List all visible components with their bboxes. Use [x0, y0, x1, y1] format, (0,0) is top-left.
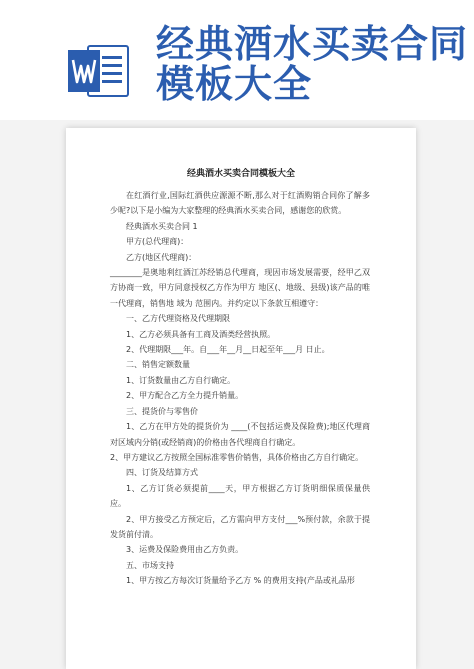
document-paragraph: 1、乙方订货必须提前____天，甲方根据乙方订货明细保质保量供应。 [110, 483, 370, 509]
document-paragraph: ________是奥地利红酒江苏经销总代理商，现因市场发展需要，经甲乙双方协商一致，甲方同意授权乙方作为甲方 地区(、地级、县级)该产品的唯一代理商，销售地 域为 范围内。并约定以下条款互相遵守： [110, 268, 370, 308]
document-paragraph: 2、代理期限___年。自___年__月__日起至年___月 日止。 [126, 345, 330, 355]
document-paragraph: 3、运费及保险费用由乙方负责。 [126, 545, 244, 555]
document-paragraph: 一、乙方代理资格及代理期限 [126, 314, 230, 324]
document-paragraph: 乙方(地区代理商)： [126, 252, 197, 262]
document-paragraph: 1、订货数量由乙方自行确定。 [126, 375, 236, 385]
document-paragraph: 在红酒行业,国际红酒供应源源不断,那么对于红酒购销合同你了解多少呢?以下是小编为大家整理的经典酒水买卖合同，感谢您的欣赏。 [110, 191, 370, 216]
document-paragraph: 2、甲方建议乙方按照全国标准零售价销售，具体价格由乙方自行确定。 [110, 452, 364, 462]
header-banner [0, 0, 474, 120]
document-paragraph: 2、甲方接受乙方预定后，乙方需向甲方支付___%预付款，余款于提发货前付清。 [110, 514, 370, 539]
document-paragraph: 甲方(总代理商)： [126, 237, 189, 247]
document-paragraph: 五、市场支持 [126, 560, 174, 570]
document-paragraph: 四、订货及结算方式 [126, 468, 198, 478]
document-paragraph: 1、甲方按乙方每次订货量给予乙方 % 的费用支持(产品或礼品形 [126, 576, 355, 586]
word-doc-icon [66, 42, 130, 100]
document-paragraph: 经典酒水买卖合同 1 [126, 221, 198, 231]
document-paragraph: 1、乙方必须具备有工商及酒类经营执照。 [126, 329, 276, 339]
page-title-line2: 模板大全 [156, 62, 313, 106]
document-paragraph: 三、提货价与零售价 [126, 406, 198, 416]
document-page [66, 128, 416, 669]
document-title: 经典酒水买卖合同模板大全 [186, 169, 295, 179]
document-paragraph: 1、乙方在甲方处的提货价为 ____(不包括运费及保险费);地区代理商对区域内分销(或经销商)的价格由各代理商自行确定。 [110, 422, 370, 447]
document-paragraph: 2、甲方配合乙方全力提升销量。 [126, 391, 244, 401]
page-title-line1: 经典酒水买卖合同 [156, 22, 469, 66]
document-body [110, 188, 370, 589]
document-paragraph: 二、销售定额数量 [126, 360, 190, 370]
